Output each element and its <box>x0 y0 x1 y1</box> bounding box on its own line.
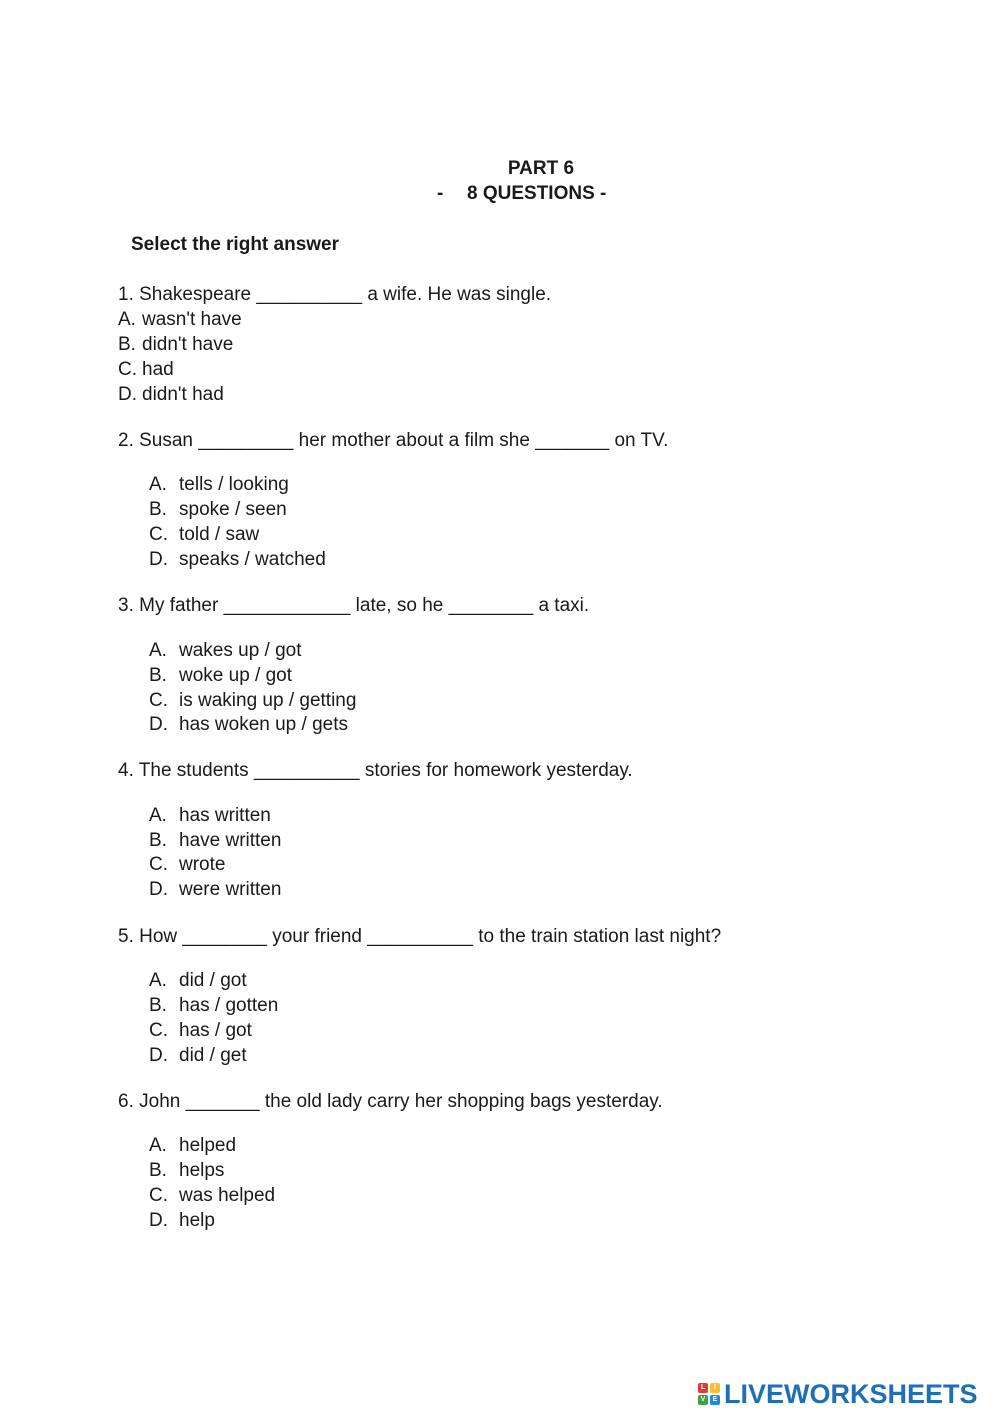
questions-count: 8 QUESTIONS - <box>467 183 607 204</box>
option-letter: D. <box>149 1045 168 1066</box>
question-2: 2. Susan _________ her mother about a film she _______ on TV. <box>118 430 669 451</box>
question-4: 4. The students __________ stories for homework yesterday. <box>118 760 633 781</box>
q4-option-d[interactable] <box>149 879 281 901</box>
option-text: was helped <box>179 1185 276 1206</box>
logo-block: I <box>710 1383 720 1393</box>
option-text: has / gotten <box>179 995 279 1016</box>
q2-option-c[interactable] <box>149 524 259 546</box>
option-text: help <box>179 1210 215 1231</box>
option-text: woke up / got <box>179 665 293 686</box>
heading-dash: - <box>437 183 444 204</box>
logo-block: E <box>710 1395 720 1405</box>
question-5: 5. How ________ your friend __________ to the train station last night? <box>118 926 722 947</box>
option-letter: D. <box>149 714 168 735</box>
option-letter: D. <box>118 384 137 405</box>
option-text: is waking up / getting <box>179 690 357 711</box>
option-letter: B. <box>149 499 167 520</box>
q5-option-c[interactable] <box>149 1020 252 1042</box>
option-letter: D. <box>149 549 168 570</box>
q1-option-a[interactable] <box>118 309 242 331</box>
option-letter: A. <box>149 970 167 991</box>
option-text: didn't have <box>142 334 234 355</box>
logo-block: L <box>698 1383 708 1393</box>
question-6: 6. John _______ the old lady carry her shopping bags yesterday. <box>118 1091 663 1112</box>
liveworksheets-logo[interactable] <box>698 1378 978 1410</box>
q2-option-b[interactable] <box>149 499 287 521</box>
option-text: did / got <box>179 970 247 991</box>
q5-option-a[interactable] <box>149 970 247 992</box>
option-text: did / get <box>179 1045 247 1066</box>
q2-option-a[interactable] <box>149 474 289 496</box>
option-letter: A. <box>149 1135 167 1156</box>
option-letter: B. <box>149 830 167 851</box>
option-text: wakes up / got <box>179 640 302 661</box>
option-text: tells / looking <box>179 474 289 495</box>
option-letter: C. <box>149 854 168 875</box>
q6-option-a[interactable] <box>149 1135 236 1157</box>
option-letter: B. <box>149 995 167 1016</box>
q3-option-d[interactable] <box>149 714 348 736</box>
option-text: helped <box>179 1135 237 1156</box>
option-letter: A. <box>118 309 136 330</box>
option-letter: C. <box>149 1020 168 1041</box>
option-letter: C. <box>149 524 168 545</box>
instruction: Select the right answer <box>131 234 340 255</box>
q6-option-b[interactable] <box>149 1160 224 1182</box>
q3-option-b[interactable] <box>149 665 292 687</box>
option-text: has written <box>179 805 271 826</box>
q4-option-a[interactable] <box>149 805 271 827</box>
option-text: helps <box>179 1160 225 1181</box>
option-letter: A. <box>149 474 167 495</box>
q5-option-b[interactable] <box>149 995 278 1017</box>
option-text: spoke / seen <box>179 499 287 520</box>
option-text: speaks / watched <box>179 549 326 570</box>
option-text: has / got <box>179 1020 252 1041</box>
option-text: told / saw <box>179 524 260 545</box>
option-text: didn't had <box>142 384 224 405</box>
option-letter: B. <box>118 334 136 355</box>
option-letter: C. <box>149 690 168 711</box>
q1-option-b[interactable] <box>118 334 233 356</box>
q4-option-c[interactable] <box>149 854 225 876</box>
option-letter: C. <box>149 1185 168 1206</box>
option-letter: A. <box>149 640 167 661</box>
q6-option-c[interactable] <box>149 1185 275 1207</box>
q2-option-d[interactable] <box>149 549 326 571</box>
option-letter: C. <box>118 359 137 380</box>
logo-block: V <box>698 1395 708 1405</box>
logo-text: LIVEWORKSHEETS <box>724 1378 978 1409</box>
question-1: 1. Shakespeare __________ a wife. He was single. <box>118 284 552 305</box>
option-letter: A. <box>149 805 167 826</box>
q4-option-b[interactable] <box>149 830 281 852</box>
part-title: PART 6 <box>507 158 575 179</box>
option-letter: D. <box>149 1210 168 1231</box>
logo-blocks-icon <box>698 1383 720 1405</box>
question-3: 3. My father ____________ late, so he ________ a taxi. <box>118 595 590 616</box>
option-text: had <box>142 359 174 380</box>
q1-option-c[interactable] <box>118 359 174 381</box>
option-text: has woken up / gets <box>179 714 348 735</box>
q3-option-a[interactable] <box>149 640 302 662</box>
option-text: wrote <box>179 854 226 875</box>
option-letter: B. <box>149 665 167 686</box>
q6-option-d[interactable] <box>149 1210 215 1232</box>
option-letter: B. <box>149 1160 167 1181</box>
option-letter: D. <box>149 879 168 900</box>
q1-option-d[interactable] <box>118 384 224 406</box>
option-text: have written <box>179 830 282 851</box>
option-text: were written <box>179 879 282 900</box>
q3-option-c[interactable] <box>149 690 356 712</box>
option-text: wasn't have <box>142 309 242 330</box>
q5-option-d[interactable] <box>149 1045 247 1067</box>
